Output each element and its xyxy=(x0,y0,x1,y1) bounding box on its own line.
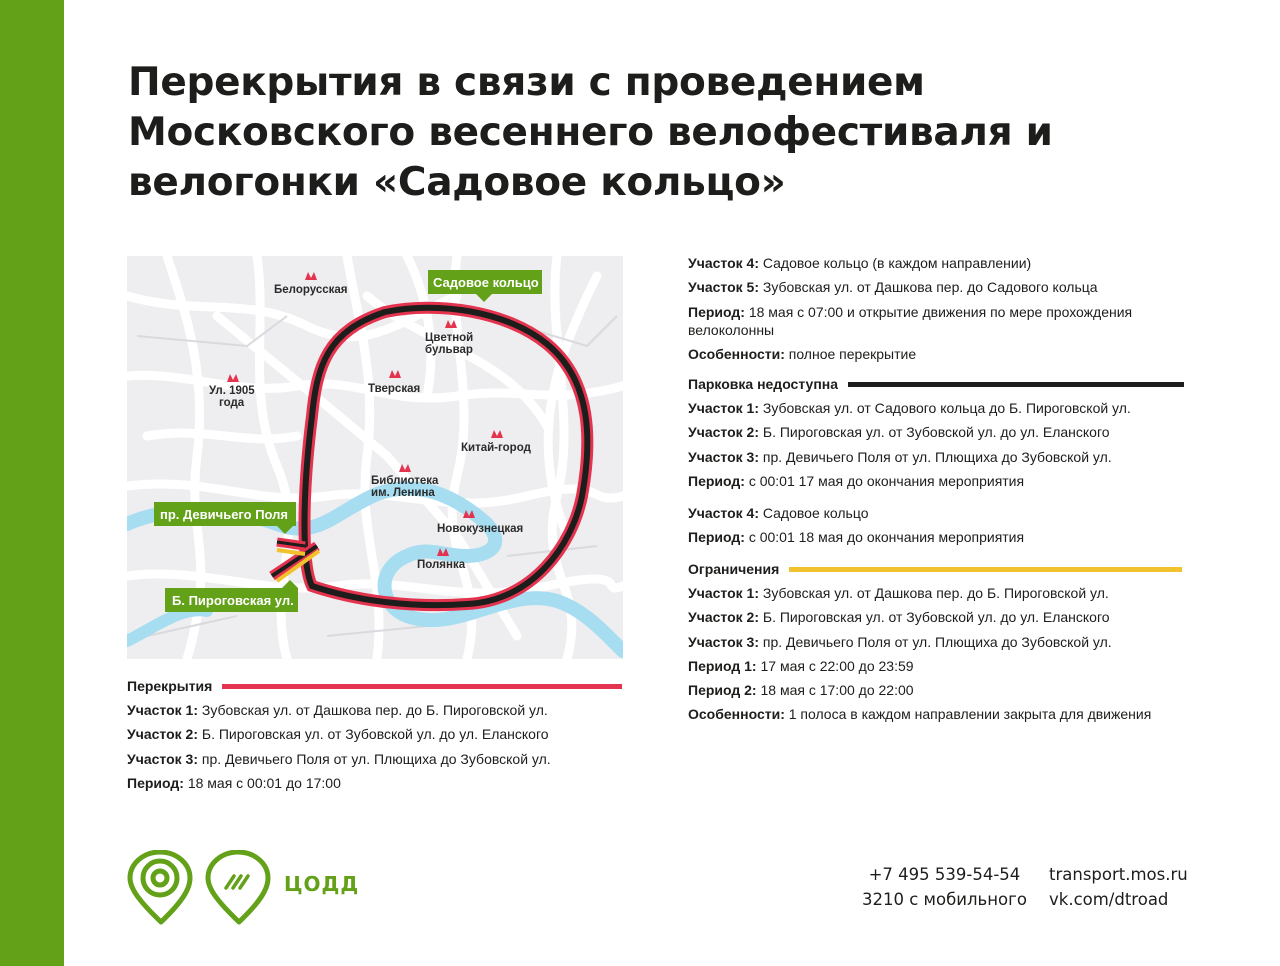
closures-heading: Перекрытия xyxy=(127,677,213,694)
tag-pirogovskaya-label: Б. Пироговская ул. xyxy=(172,593,294,608)
parking-row-4: Период: с 00:01 17 мая до окончания мероприятия xyxy=(688,472,1025,489)
station-tsvetnoy-line1: Цветной xyxy=(425,332,474,344)
parking-heading: Парковка недоступна xyxy=(688,375,839,392)
station-kitay-gorod: Китай-город xyxy=(461,442,531,454)
restrictions-line-swatch xyxy=(789,567,1182,572)
station-tverskaya: Тверская xyxy=(368,383,421,395)
parking-row-1: Участок 1: Зубовская ул. от Садового кольца до Б. Пироговской ул. xyxy=(688,400,1131,416)
parking-row-5: Участок 4: Садовое кольцо xyxy=(688,505,869,522)
page-title: Перекрытия в связи с проведением Московского весеннего велофестиваля и велогонки «Садовое кольцо» xyxy=(128,60,1053,205)
closures-line-swatch xyxy=(222,684,622,689)
codd-logo-icon xyxy=(204,850,274,930)
parking-line-swatch xyxy=(848,382,1184,387)
closures-cont-row-3: Период: 18 мая с 07:00 и открытие движения по мере прохождения велоколонны xyxy=(688,303,1133,338)
footer-mobile-number[interactable]: 3210 с мобильного xyxy=(862,890,1027,909)
restrictions-row-6: Особенности: 1 полоса в каждом направлении закрыта для движения xyxy=(688,706,1152,723)
restrictions-row-3: Участок 3: пр. Девичьего Поля от ул. Плющиха до Зубовской ул. xyxy=(688,633,1112,650)
closures-cont-row-4: Особенности: полное перекрытие xyxy=(688,345,917,362)
footer-links xyxy=(1049,862,1188,912)
restrictions-row-4: Период 1: 17 мая с 22:00 до 23:59 xyxy=(688,657,914,674)
restrictions-heading: Ограничения xyxy=(688,560,780,577)
station-belorusskaya: Белорусская xyxy=(274,284,348,296)
tag-sadovoe-label: Садовое кольцо xyxy=(433,275,539,290)
footer-phone[interactable]: +7 495 539-54-54 xyxy=(868,865,1021,884)
restrictions-row-5: Период 2: 18 мая с 17:00 до 22:00 xyxy=(688,682,914,699)
closures-heading-row xyxy=(127,674,622,698)
station-biblioteka-line2: им. Ленина xyxy=(371,487,435,499)
station-tsvetnoy-line2: бульвар xyxy=(425,344,473,356)
closures-cont-row-1: Участок 4: Садовое кольцо (в каждом направлении) xyxy=(688,255,1032,271)
closures-cont-row-2: Участок 5: Зубовская ул. от Дашкова пер. до Садового кольца xyxy=(688,279,1098,296)
closures-row-2: Участок 2: Б. Пироговская ул. от Зубовской ул. до ул. Еланского xyxy=(127,726,549,743)
moscow-transport-logo-icon xyxy=(126,850,196,930)
parking-row-3: Участок 3: пр. Девичьего Поля от ул. Плющиха до Зубовской ул. xyxy=(688,448,1112,465)
parking-row-6: Период: с 00:01 18 мая до окончания мероприятия xyxy=(688,529,1025,546)
restrictions-heading-row xyxy=(688,557,1182,581)
footer-site-link[interactable]: transport.mos.ru xyxy=(1049,865,1188,884)
parking-heading-row xyxy=(688,372,1184,396)
station-biblioteka-line1: Библиотека xyxy=(371,475,439,487)
footer-phones xyxy=(862,862,1027,912)
parking-row-2: Участок 2: Б. Пироговская ул. от Зубовской ул. до ул. Еланского xyxy=(688,424,1110,441)
tag-devichye-label: пр. Девичьего Поля xyxy=(160,507,289,522)
station-1905-line1: Ул. 1905 xyxy=(209,385,255,397)
map-canvas xyxy=(127,256,623,659)
closures-row-1: Участок 1: Зубовская ул. от Дашкова пер. до Б. Пироговской ул. xyxy=(127,702,548,718)
station-novokuznetskaya: Новокузнецкая xyxy=(437,523,524,535)
codd-logo-text: ЦОДД xyxy=(284,872,360,896)
restrictions-section xyxy=(688,557,1182,727)
brand-side-bar xyxy=(0,0,64,966)
station-polyanka: Полянка xyxy=(417,559,466,571)
station-1905-line2: года xyxy=(219,397,245,409)
closures-row-3: Участок 3: пр. Девичьего Поля от ул. Плющиха до Зубовской ул. xyxy=(127,750,551,767)
restrictions-row-1: Участок 1: Зубовская ул. от Дашкова пер. до Б. Пироговской ул. xyxy=(688,585,1109,601)
parking-gap xyxy=(688,493,1184,501)
closures-section xyxy=(127,674,622,795)
closures-continued-section xyxy=(688,251,1188,366)
footer-vk-link[interactable]: vk.com/dtroad xyxy=(1049,890,1169,909)
parking-section xyxy=(688,372,1184,550)
route-map xyxy=(127,256,623,659)
closures-row-4: Период: 18 мая с 00:01 до 17:00 xyxy=(127,774,341,791)
restrictions-row-2: Участок 2: Б. Пироговская ул. от Зубовской ул. до ул. Еланского xyxy=(688,609,1110,626)
